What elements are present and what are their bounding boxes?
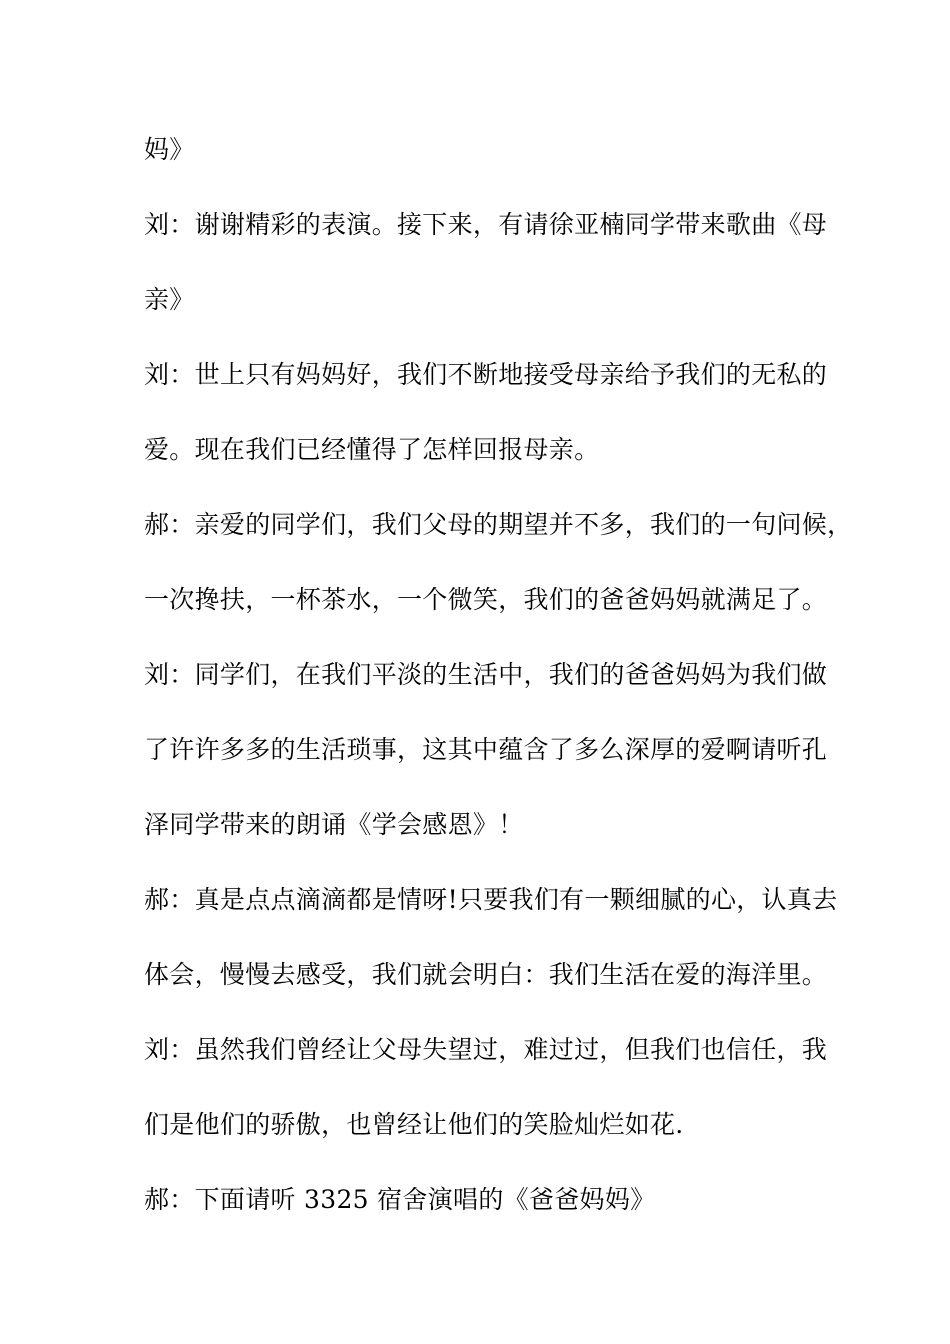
text-line: 们是他们的骄傲，也曾经让他们的笑脸灿烂如花.: [144, 1110, 684, 1139]
text-line: 刘：世上只有妈妈好，我们不断地接受母亲给予我们的无私的: [144, 360, 828, 389]
text-line: 体会，慢慢去感受，我们就会明白：我们生活在爱的海洋里。: [144, 960, 828, 989]
text-line: 郝：亲爱的同学们，我们父母的期望并不多，我们的一句问候，: [144, 510, 853, 539]
text-line: 亲》: [144, 285, 195, 314]
text-line: 刘：同学们，在我们平淡的生活中，我们的爸爸妈妈为我们做: [144, 660, 828, 689]
text-line: 爱。现在我们已经懂得了怎样回报母亲。: [144, 435, 600, 464]
text-line: 泽同学带来的朗诵《学会感恩》！: [144, 810, 524, 839]
text-line: 郝：下面请听 3325 宿舍演唱的《爸爸妈妈》: [144, 1185, 656, 1214]
text-line: 一次搀扶，一杯茶水，一个微笑，我们的爸爸妈妈就满足了。: [144, 585, 828, 614]
text-line: 郝：真是点点滴滴都是情呀!只要我们有一颗细腻的心，认真去: [144, 885, 838, 914]
text-line: 了许许多多的生活琐事，这其中蕴含了多么深厚的爱啊请听孔: [144, 735, 828, 764]
text-line: 妈》: [144, 135, 195, 164]
text-line: 刘：谢谢精彩的表演。接下来，有请徐亚楠同学带来歌曲《母: [144, 210, 828, 239]
text-line: 刘：虽然我们曾经让父母失望过，难过过，但我们也信任，我: [144, 1035, 828, 1064]
